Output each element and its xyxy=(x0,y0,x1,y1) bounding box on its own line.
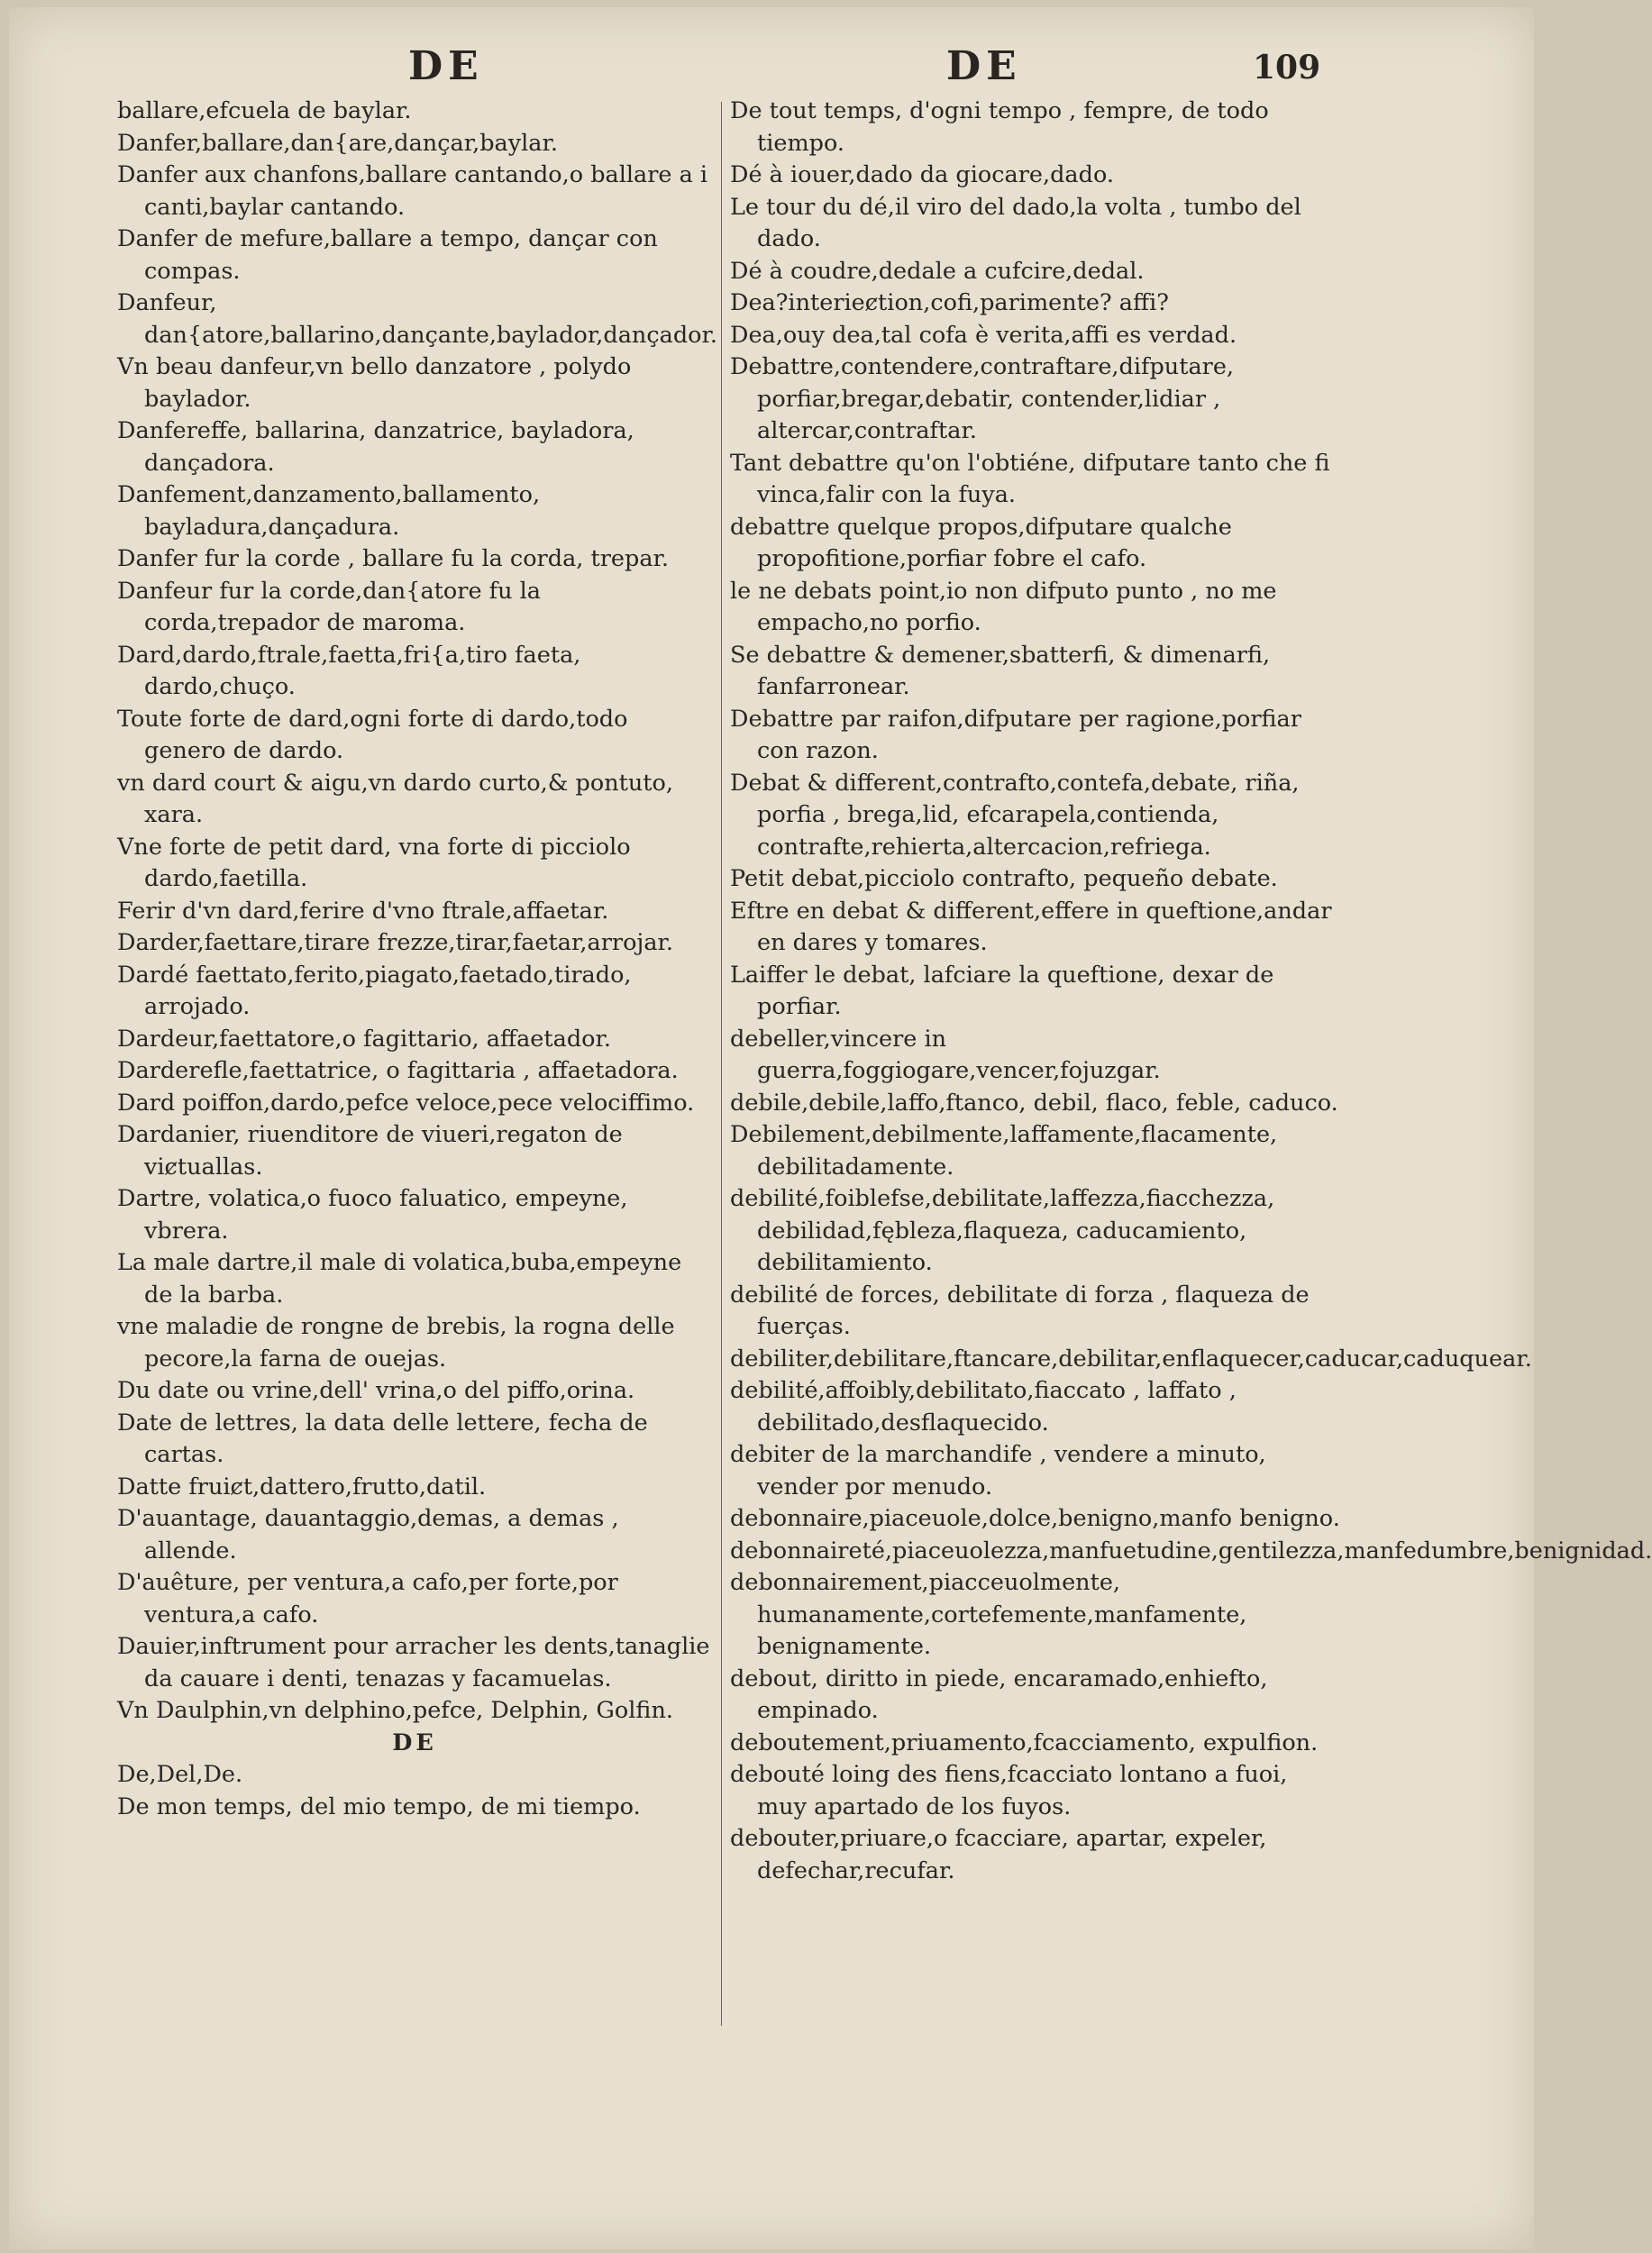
dictionary-entry: Darderefle,faettatrice, o fagittaria , affaetadora. xyxy=(117,1057,679,1084)
dictionary-entry: Dé à coudre,dedale a cufcire,dedal. xyxy=(730,257,1145,285)
dictionary-entry: Vn Daulphin,vn delphino,pefce, Delphin, Golfin. xyxy=(117,1697,673,1724)
dictionary-entry: Dard poiffon,dardo,pefce veloce,pece velociffimo. xyxy=(117,1089,695,1117)
dictionary-entry: debeller,vincere in guerra,foggiogare,vencer,fojuzgar. xyxy=(730,1025,1161,1084)
dictionary-entry: Date de lettres, la data delle lettere, fecha de cartas. xyxy=(117,1409,648,1468)
dictionary-entry: debilité,affoibly,debilitato,fiaccato , laffato , debilitado,desflaquecido. xyxy=(730,1377,1237,1437)
dictionary-entry: debiter de la marchandife , vendere a minuto, vender por menudo. xyxy=(730,1441,1266,1500)
dictionary-entry: Dard,dardo,ftrale,faetta,fri{a,tiro faeta, dardo,chuço. xyxy=(117,641,581,700)
dictionary-entry: Danfeur, dan{atore,ballarino,dançante,baylador,dançador. xyxy=(117,289,717,349)
dictionary-entry: debouter,priuare,o fcacciare, apartar, expeler, defechar,recufar. xyxy=(730,1825,1267,1884)
dictionary-entry: Dardanier, riuenditore de viueri,regaton de viȼtuallas. xyxy=(117,1121,623,1181)
dictionary-entry: Dauier,inftrument pour arracher les dents,tanaglie da cauare i denti, tenazas y facamuelas. xyxy=(117,1633,710,1692)
dictionary-entry: D'auantage, dauantaggio,demas, a demas , allende. xyxy=(117,1505,619,1564)
left-column xyxy=(117,96,717,1823)
dictionary-entry: debilité,foiblefse,debilitate,laffezza,fiacchezza, debilidad,fębleza,flaqueza, caducamiento, debilitamiento. xyxy=(730,1185,1275,1276)
page-number: 109 xyxy=(1253,49,1321,87)
dictionary-entry: Danfereffe, ballarina, danzatrice, bayladora, dançadora. xyxy=(117,417,634,477)
dictionary-entry: debouté loing des fiens,fcacciato lontano a fuoi, muy apartado de los fuyos. xyxy=(730,1761,1288,1820)
dictionary-entry: Petit debat,picciolo contrafto, pequeño debate. xyxy=(730,865,1278,892)
dictionary-entry: debilité de forces, debilitate di forza , flaqueza de fuerças. xyxy=(730,1281,1310,1340)
dictionary-entry: debonnairement,piacceuolmente, humanamente,cortefemente,manfamente, benignamente. xyxy=(730,1569,1247,1660)
dictionary-entry: Debattre,contendere,contraftare,difputare, porfiar,bregar,debatir, contender,lidiar , altercar,contraftar. xyxy=(730,353,1235,444)
dictionary-entry: vn dard court & aigu,vn dardo curto,& pontuto, xara. xyxy=(117,769,674,828)
dictionary-entry: Eftre en debat & different,effere in queftione,andar en dares y tomares. xyxy=(730,897,1332,956)
dictionary-entry: Darder,faettare,tirare frezze,tirar,faetar,arrojar. xyxy=(117,929,674,956)
running-head-right: DE xyxy=(946,43,1022,89)
dictionary-entry: debiliter,debilitare,ftancare,debilitar,enflaquecer,caducar,caduquear. xyxy=(730,1345,1532,1373)
dictionary-entry: Debilement,debilmente,laffamente,flacamente, debilitadamente. xyxy=(730,1121,1278,1181)
dictionary-entry: debattre quelque propos,difputare qualche propofitione,porfiar fobre el cafo. xyxy=(730,513,1232,572)
dictionary-entry: debonnaireté,piaceuolezza,manfuetudine,gentilezza,manfedumbre,benignidad. xyxy=(730,1537,1652,1564)
dictionary-entry: Le tour du dé,il viro del dado,la volta , tumbo del dado. xyxy=(730,193,1301,252)
dictionary-entry: debonnaire,piaceuole,dolce,benigno,manfo benigno. xyxy=(730,1505,1340,1532)
right-column xyxy=(730,96,1652,1887)
dictionary-entry: Tant debattre qu'on l'obtiéne, difputare tanto che fi vinca,falir con la fuya. xyxy=(730,449,1330,508)
dictionary-entry: La male dartre,il male di volatica,buba,empeyne de la barba. xyxy=(117,1249,682,1309)
dictionary-entry: Ferir d'vn dard,ferire d'vno ftrale,affaetar. xyxy=(117,897,609,925)
dictionary-entry: Laiffer le debat, lafciare la queftione, dexar de porfiar. xyxy=(730,961,1274,1020)
dictionary-entry: le ne debats point,io non difputo punto , no me empacho,no porfio. xyxy=(730,577,1277,636)
dictionary-entry: debile,debile,laffo,ftanco, debil, flaco, feble, caduco. xyxy=(730,1089,1338,1117)
dictionary-entry: De mon temps, del mio tempo, de mi tiempo. xyxy=(117,1792,641,1820)
dictionary-entry: Danfement,danzamento,ballamento, bayladura,dançadura. xyxy=(117,481,541,541)
dictionary-entry: De tout temps, d'ogni tempo , fempre, de todo tiempo. xyxy=(730,97,1269,157)
dictionary-entry: Danfer de mefure,ballare a tempo, dançar con compas. xyxy=(117,225,658,285)
dictionary-entry: De,Del,De. xyxy=(117,1761,243,1788)
dictionary-entry: Datte fruiȼt,dattero,frutto,datil. xyxy=(117,1473,487,1500)
dictionary-entry: Debattre par raifon,difputare per ragione,porfiar con razon. xyxy=(730,705,1301,764)
dictionary-page xyxy=(9,7,1652,2249)
dictionary-entry: Toute forte de dard,ogni forte di dardo,todo genero de dardo. xyxy=(117,705,628,764)
running-head-left: DE xyxy=(408,43,484,89)
dictionary-entry: Danfer fur la corde , ballare fu la corda, trepar. xyxy=(117,545,670,572)
dictionary-entry: Danfer aux chanfons,ballare cantando,o ballare a i canti,baylar cantando. xyxy=(117,161,708,221)
dictionary-entry: Se debattre & demener,sbatterfi, & dimenarfi, fanfarronear. xyxy=(730,641,1271,700)
dictionary-entry: deboutement,priuamento,fcacciamento, expulfion. xyxy=(730,1729,1319,1756)
dictionary-entry: Du date ou vrine,dell' vrina,o del piffo,orina. xyxy=(117,1377,635,1404)
dictionary-entry: Dea?interieȼtion,cofi,parimente? affi? xyxy=(730,289,1169,316)
dictionary-entry: ballare,efcuela de baylar. xyxy=(117,97,412,124)
dictionary-entry: Dé à iouer,dado da giocare,dado. xyxy=(730,161,1114,188)
dictionary-entry: debout, diritto in piede, encaramado,enhiefto, empinado. xyxy=(730,1665,1268,1724)
dictionary-entry: Debat & different,contrafto,contefa,debate, riña, porfia , brega,lid, efcarapela,contienda, contrafte,rehierta,altercacion,refriega. xyxy=(730,769,1300,861)
section-heading: DE xyxy=(392,1729,437,1756)
column-divider xyxy=(721,102,722,2026)
dictionary-entry: vne maladie de rongne de brebis, la rogna delle pecore,la farna de ouejas. xyxy=(117,1313,675,1373)
dictionary-entry: Vne forte de petit dard, vna forte di picciolo dardo,faetilla. xyxy=(117,833,631,892)
dictionary-entry: Danfer,ballare,dan{are,dançar,baylar. xyxy=(117,129,558,157)
dictionary-entry: Dardé faettato,ferito,piagato,faetado,tirado, arrojado. xyxy=(117,961,632,1020)
dictionary-entry: Dartre, volatica,o fuoco faluatico, empeyne, vbrera. xyxy=(117,1185,628,1245)
dictionary-entry: Vn beau danfeur,vn bello danzatore , polydo baylador. xyxy=(117,353,632,413)
dictionary-entry: Dea,ouy dea,tal cofa è verita,affi es verdad. xyxy=(730,321,1237,349)
dictionary-entry: D'auêture, per ventura,a cafo,per forte,por ventura,a cafo. xyxy=(117,1569,618,1628)
dictionary-entry: Danfeur fur la corde,dan{atore fu la corda,trepador de maroma. xyxy=(117,577,541,636)
dictionary-entry: Dardeur,faettatore,o fagittario, affaetador. xyxy=(117,1025,612,1053)
